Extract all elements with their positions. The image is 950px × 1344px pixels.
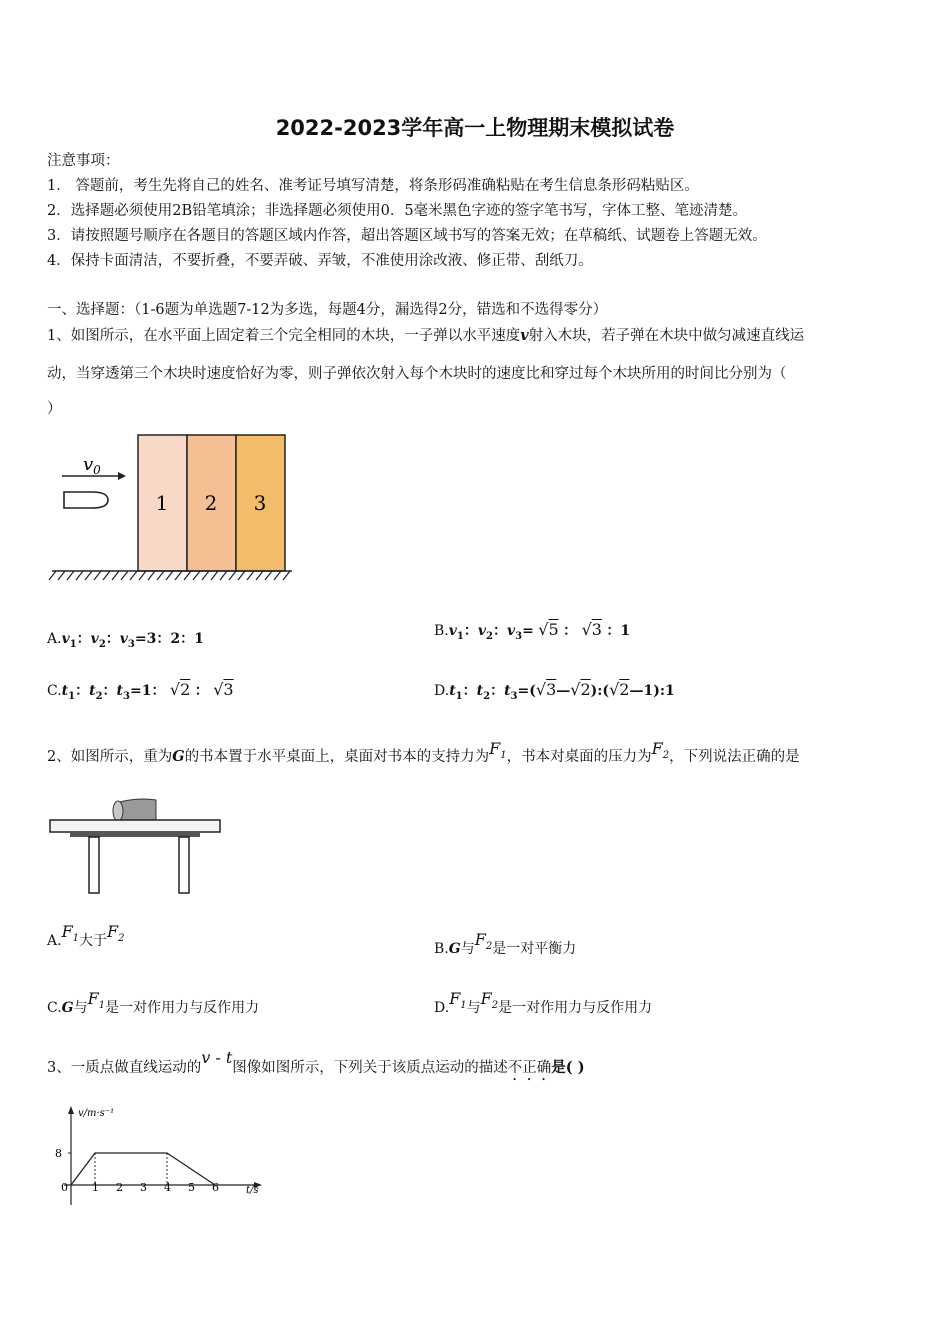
ground-hatch [49,571,290,580]
table-top [50,820,220,832]
notice-item-1: 1． 答题前，考生先将自己的姓名、准考证号填写清楚，将条形码准确粘贴在考生信息条形码粘贴区。 [47,178,699,194]
x-tick-label: 0 [61,1181,68,1194]
q1-text-b: 射入木块，若子弹在木块中做匀减速直线运 [528,328,805,344]
q1-line-3: ） [47,401,62,417]
q1-line-1 [47,326,804,346]
q3-stem: 3、一质点做直线运动的v - t图像如图所示，下列关于该质点运动的描述不正确是( ) [47,1048,585,1076]
notice-item-2: 2．选择题必须使用2B铅笔填涂；非选择题必须使用0．5毫米黑色字迹的签字笔书写，字体工整、笔迹清楚。 [47,203,748,219]
q2-option-d[interactable]: $D.F_1$与$F_2$是一对作用力与反作用力 [434,989,653,1016]
x-tick-label: 4 [164,1181,171,1194]
q1-v: v [520,327,529,344]
q2-option-c[interactable]: C.G与$F_1$是一对作用力与反作用力 [47,989,260,1016]
x-tick-label: 1 [92,1181,99,1194]
x-axis-label: t/s [246,1185,259,1196]
table-leg-right [179,837,189,893]
q3-vt-chart [44,1100,274,1215]
q1-line-2: 动，当穿透第三个木块时速度恰好为零，则子弹依次射入每个木块时的速度比和穿过每个木块所用的时间比分别为（ [47,366,787,382]
velocity-arrowhead [118,472,126,480]
block-2-label: 2 [204,491,218,515]
section-heading: 一、选择题：（1-6题为单选题7-12为多选，每题4分，漏选得2分，错选和不选得零分） [47,302,608,318]
q1-option-b[interactable]: $B.v_1$：$v_2$：$v_3= √5$ ： √3 ：1 [434,620,631,642]
x-tick-label: 6 [212,1181,219,1194]
v0-label: $v_0$ [83,454,101,477]
notice-heading: 注意事项： [47,153,120,169]
table-leg-left [89,837,99,893]
q1-figure [46,430,296,585]
notice-item-4: 4．保持卡面清洁，不要折叠，不要弄破、弄皱，不准使用涂改液、修正带、刮纸刀。 [47,253,593,269]
q2-stem: 2、如图所示，重为G的书本置于水平桌面上，桌面对书本的支持力为$F_1$，书本对桌面的压力为$F_2$，下列说法正确的是 [47,739,800,765]
y-axis-arrow [68,1106,74,1114]
x-tick-label: 2 [116,1181,123,1194]
y-axis-label: v/m·s⁻¹ [78,1108,115,1119]
q1-option-d[interactable]: $D.t_1$：$t_2$：$t_3=(√3—√2):(√2—1):1$ [434,680,675,702]
notice-item-3: 3．请按照题号顺序在各题目的答题区域内作答，超出答题区域书写的答案无效；在草稿纸、试题卷上答题无效。 [47,228,767,244]
book-spine [113,801,123,821]
page-title: 2022-2023学年高一上物理期末模拟试卷 [275,116,675,140]
q2-option-b[interactable]: B.G与$F_2$是一对平衡力 [434,930,577,957]
q1-text-a: 1、如图所示，在水平面上固定着三个完全相同的木块，一子弹以水平速度 [47,328,521,344]
q2-figure [46,795,226,900]
x-tick-label: 5 [188,1181,195,1194]
y-tick-label: 8 [55,1147,62,1160]
q1-option-c[interactable]: $C.t_1$：$t_2$：$t_3=1$： √2 ： √3 [47,680,234,702]
block-1-label: 1 [155,491,169,515]
q2-option-a[interactable]: $A.F_1$大于$F_2$ [47,922,125,949]
bullet [64,492,108,508]
q1-option-a[interactable]: $A.v_1$：$v_2$：$v_3=3$：2：1 [47,631,204,650]
block-3-label: 3 [253,491,267,515]
x-tick-label: 3 [140,1181,147,1194]
